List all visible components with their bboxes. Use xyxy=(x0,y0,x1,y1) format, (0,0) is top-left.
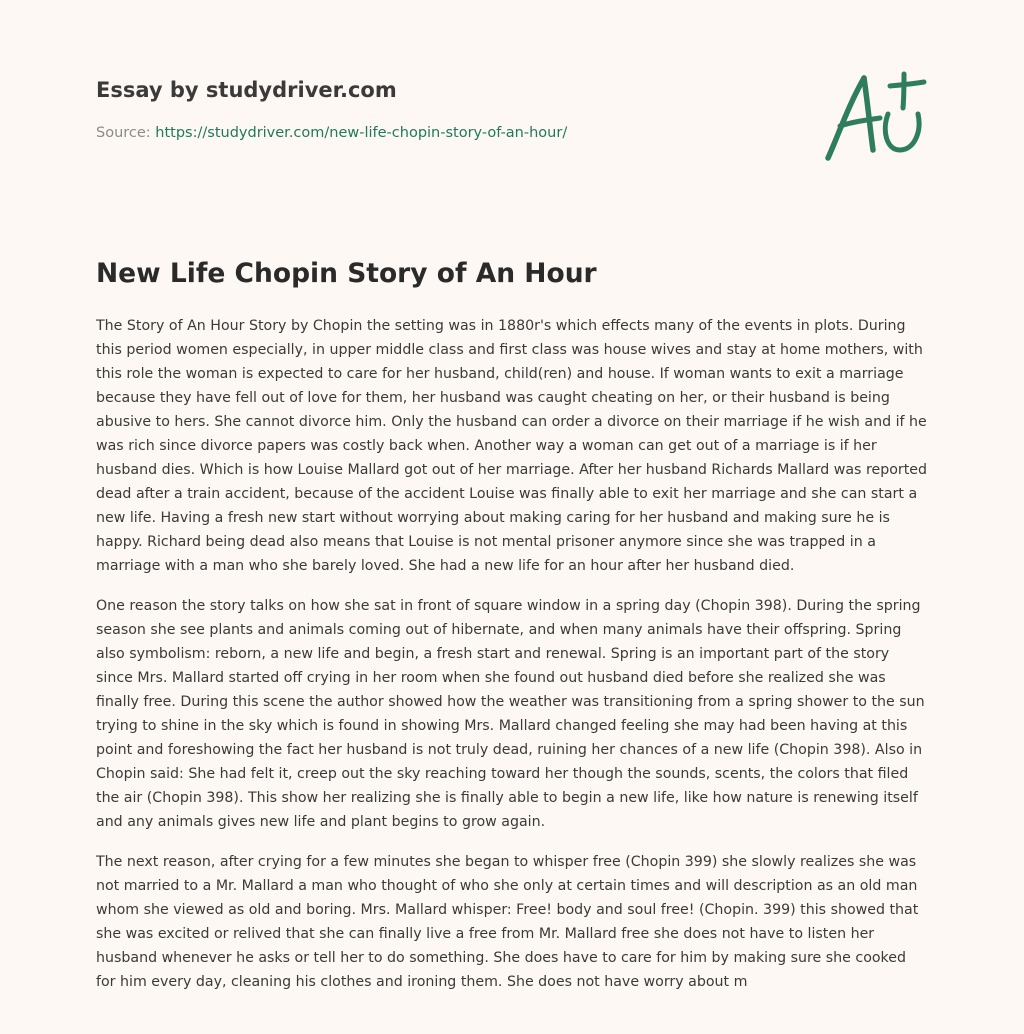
source-link[interactable]: https://studydriver.com/new-life-chopin-story-of-an-hour/ xyxy=(155,125,568,141)
article-body xyxy=(96,314,930,1010)
source-line xyxy=(96,123,796,143)
article-paragraph: The Story of An Hour Story by Chopin the setting was in 1880r's which effects many of the events in plots. During this period women especially, in upper middle class and first class was house wives and stay at home mothers, with this role the woman is expected to care for her husband, child(ren) and house. If woman wants to exit a marriage because they have fell out of love for them, her husband was caught cheating on her, or their husband is being abusive to hers. She cannot divorce him. Only the husband can order a divorce on their marriage if he wish and if he was rich since divorce papers was costly back when. Another way a woman can get out of a marriage is if her husband dies. Which is how Louise Mallard got out of her marriage. After her husband Richards Mallard was reported dead after a train accident, because of the accident Louise was finally able to exit her marriage and she can start a new life. Having a fresh new start without worrying about making caring for her husband and making sure he is happy. Richard being dead also means that Louise is not mental prisoner anymore since she was trapped in a marriage with a man who she barely loved. She had a new life for an hour after her husband died. xyxy=(96,318,928,574)
page-title: New Life Chopin Story of An Hour xyxy=(96,258,597,289)
site-title: Essay by studydriver.com xyxy=(96,78,397,102)
a-plus-logo-icon xyxy=(818,66,930,166)
article-paragraph: One reason the story talks on how she sat in front of square window in a spring day (Chopin 398). During the spring season she see plants and animals coming out of hibernate, and when many animals have their offspring. Spring also symbolism: reborn, a new life and begin, a fresh start and renewal. Spring is an important part of the story since Mrs. Mallard started off crying in her room when she found out husband died before she realized she was finally free. During this scene the author showed how the weather was transitioning from a spring shower to the sun trying to shine in the sky which is found in showing Mrs. Mallard changed feeling she may had been having at this point and foreshowing the fact her husband is not truly dead, ruining her chances of a new life (Chopin 398). Also in Chopin said: She had felt it, creep out the sky reaching toward her though the sounds, scents, the colors that filed the air (Chopin 398). This show her realizing she is finally able to begin a new life, like how nature is renewing itself and any animals gives new life and plant begins to grow again. xyxy=(96,598,925,830)
article-paragraph: The next reason, after crying for a few minutes she began to whisper free (Chopin 399) she slowly realizes she was not married to a Mr. Mallard a man who thought of who she only at certain times and will description as an old man whom she viewed as old and boring. Mrs. Mallard whisper: Free! body and soul free! (Chopin. 399) this showed that she was excited or relived that she can finally live a free from Mr. Mallard free she does not have to listen her husband whenever he asks or tell her to do something. She does have to care for him by making sure she cooked for him every day, cleaning his clothes and ironing them. She does not have worry about m xyxy=(96,854,919,990)
essay-header xyxy=(96,76,796,143)
source-label: Source: xyxy=(96,125,156,141)
